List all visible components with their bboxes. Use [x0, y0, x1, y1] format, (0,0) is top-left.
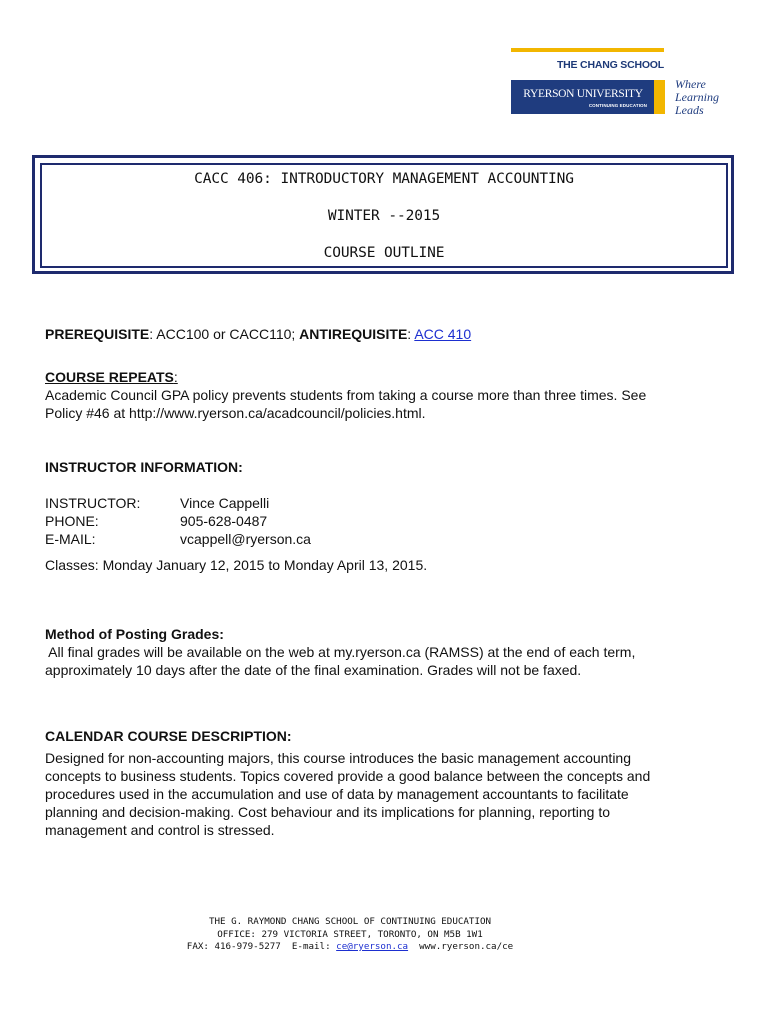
footer-website: www.ryerson.ca/ce	[408, 941, 514, 952]
calendar-description-line: management and control is stressed.	[45, 822, 275, 838]
calendar-description-line: Designed for non-accounting majors, this course introduces the basic management accounting	[45, 750, 631, 766]
course-repeats-text: Academic Council GPA policy prevents students from taking a course more than three times. See	[45, 387, 647, 403]
logo-tagline-line: Learning	[675, 90, 720, 104]
prerequisite-label: PREREQUISITE	[45, 326, 150, 342]
footer-fax: FAX: 416-979-5277 E-mail:	[186, 941, 337, 952]
prerequisite-line	[45, 325, 471, 343]
logo-school-name: THE CHANG SCHOOL	[556, 59, 664, 71]
grades-section	[45, 625, 635, 679]
logo-tagline-line: Leads	[675, 103, 704, 117]
calendar-description	[45, 749, 721, 839]
instructor-row-label: PHONE:	[45, 513, 99, 529]
course-title: CACC 406: INTRODUCTORY MANAGEMENT ACCOUNTING	[194, 171, 574, 187]
grades-heading: Method of Posting Grades:	[45, 626, 224, 642]
logo-continuing-education: CONTINUING EDUCATION	[588, 103, 647, 108]
antirequisite-separator: :	[407, 326, 415, 342]
antirequisite-link[interactable]: ACC 410	[414, 326, 472, 342]
calendar-description-line: procedures used in the accumulation and use of data by management accountants to facilitate	[45, 786, 629, 802]
instructor-row	[45, 494, 311, 512]
course-repeats-section	[45, 368, 646, 422]
calendar-description-line: concepts to business students. Topics covered provide a good balance between the concepts and	[45, 768, 651, 784]
course-repeats-text: Policy #46 at http://www.ryerson.ca/acadcouncil/policies.html.	[45, 405, 426, 421]
instructor-row-value: Vince Cappelli	[180, 495, 270, 511]
footer-contact	[150, 941, 550, 954]
classes-dates: Classes: Monday January 12, 2015 to Monday April 13, 2015.	[45, 557, 428, 573]
instructor-table	[45, 494, 311, 548]
instructor-row-label: INSTRUCTOR:	[45, 495, 141, 511]
instructor-row	[45, 512, 311, 530]
footer	[150, 916, 550, 954]
instructor-row-value: 905-628-0487	[180, 513, 268, 529]
prerequisite-value: : ACC100 or CACC110;	[149, 326, 300, 342]
antirequisite-label: ANTIREQUISITE	[299, 326, 408, 342]
term-title: WINTER --2015	[327, 208, 441, 224]
grades-text: All final grades will be available on the web at my.ryerson.ca (RAMSS) at the end of each term,	[45, 644, 636, 660]
footer-school: THE G. RAYMOND CHANG SCHOOL OF CONTINUING EDUCATION	[208, 916, 492, 927]
logo-gold-accent	[654, 80, 665, 114]
logo-top-bar	[511, 48, 664, 52]
calendar-description-line: planning and decision-making. Cost behaviour and its implications for planning, reporting to	[45, 804, 610, 820]
instructor-row-value: vcappell@ryerson.ca	[180, 531, 311, 547]
logo-university-name: RYERSON UNIVERSITY	[523, 88, 643, 100]
grades-text: approximately 10 days after the date of the final examination. Grades will not be faxed.	[45, 662, 582, 678]
calendar-heading: CALENDAR COURSE DESCRIPTION:	[45, 728, 292, 744]
logo-tagline	[675, 78, 735, 117]
instructor-row-label: E-MAIL:	[45, 531, 96, 547]
footer-office: OFFICE: 279 VICTORIA STREET, TORONTO, ON M5B 1W1	[217, 928, 483, 940]
instructor-heading: INSTRUCTOR INFORMATION:	[45, 459, 243, 475]
logo-tagline-line: Where	[675, 77, 706, 91]
document-title: COURSE OUTLINE	[323, 245, 445, 261]
course-repeats-heading: COURSE REPEATS	[45, 369, 174, 385]
course-repeats-colon: :	[173, 369, 178, 385]
footer-email-link[interactable]: ce@ryerson.ca	[336, 941, 409, 952]
instructor-row	[45, 530, 311, 548]
